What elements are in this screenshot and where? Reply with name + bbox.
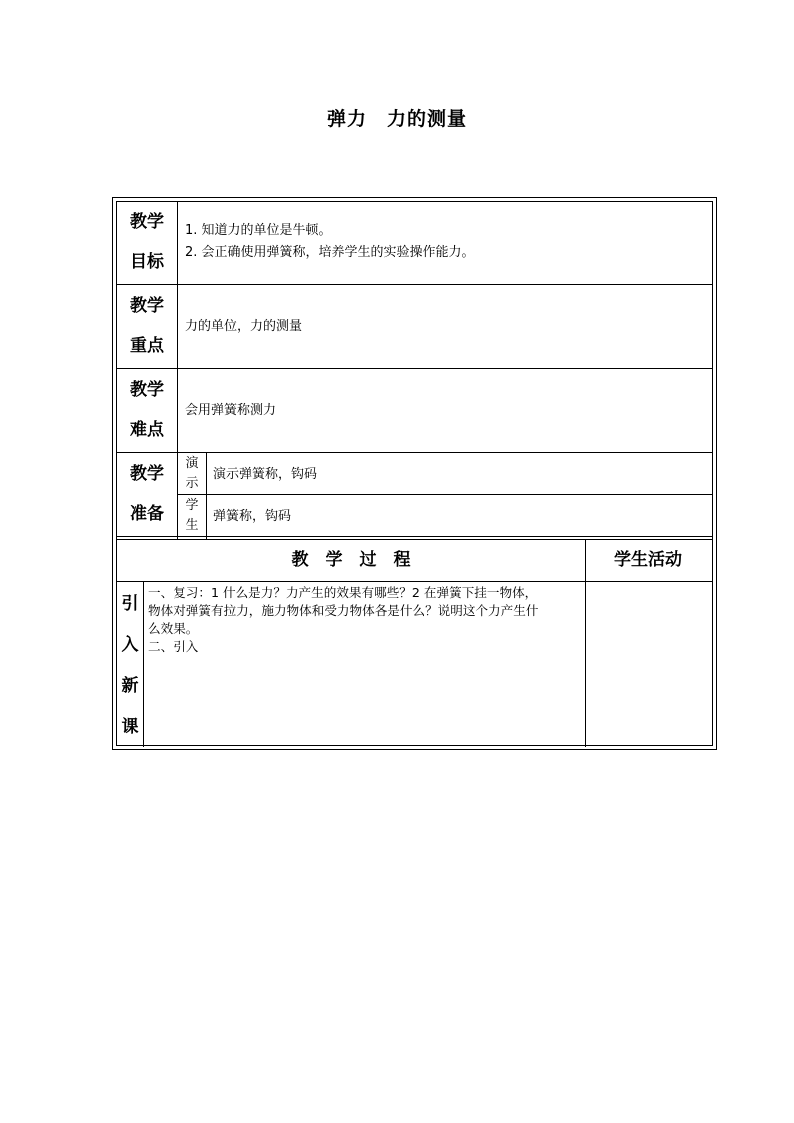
keypoints-label-line2: 重点 [130, 336, 164, 356]
prep-demo-label-line1: 演 [185, 456, 199, 471]
prep-student-label-line2: 生 [185, 518, 199, 533]
lesson-plan-table [112, 197, 717, 750]
goals-label-line1: 教学 [130, 212, 164, 232]
prep-demo-content: 演示弹簧称，钩码 [213, 467, 318, 482]
intro-line-3: 么效果。 [148, 621, 199, 636]
intro-label-char-4: 课 [121, 717, 139, 737]
row-divider-keypoints [117, 368, 712, 369]
intro-label-char-3: 新 [121, 676, 139, 696]
page-title: 弹力 力的测量 [326, 108, 467, 130]
keypoints-label-line1: 教学 [130, 296, 164, 316]
prep-demo-label-line2: 示 [185, 476, 199, 491]
process-header-divider [117, 581, 712, 582]
row-divider-preparation [177, 494, 712, 495]
intro-label-char-1: 引 [121, 594, 139, 614]
difficulties-content: 会用弹簧称测力 [185, 403, 277, 418]
intro-line-2: 物体对弹簧有拉力，施力物体和受力物体各是什么？说明这个力产生什 [148, 603, 539, 618]
goal-item-2: 2. 会正确使用弹簧称，培养学生的实验操作能力。 [185, 245, 475, 260]
section-divider-a [117, 536, 712, 537]
intro-line-1: 一、复习：1 什么是力？力产生的效果有哪些？2 在弹簧下挂一物体， [148, 585, 538, 600]
row-divider-goals [117, 284, 712, 285]
keypoints-content: 力的单位，力的测量 [185, 319, 303, 334]
intro-label-divider [143, 581, 144, 747]
student-activity-header: 学生活动 [614, 550, 682, 570]
goal-item-1: 1. 知道力的单位是牛顿。 [185, 223, 332, 238]
difficulties-label-line1: 教学 [130, 380, 164, 400]
prep-student-content: 弹簧称，钩码 [213, 509, 292, 524]
prep-label-line2: 准备 [130, 504, 164, 524]
process-header: 教 学 过 程 [291, 550, 411, 570]
prep-sub-divider [206, 452, 207, 539]
prep-label-line1: 教学 [130, 464, 164, 484]
intro-label-char-2: 入 [121, 635, 139, 655]
goals-label-line2: 目标 [130, 252, 164, 272]
prep-student-label-line1: 学 [185, 498, 199, 513]
intro-line-4: 二、引入 [148, 639, 199, 654]
difficulties-label-line2: 难点 [130, 420, 164, 440]
